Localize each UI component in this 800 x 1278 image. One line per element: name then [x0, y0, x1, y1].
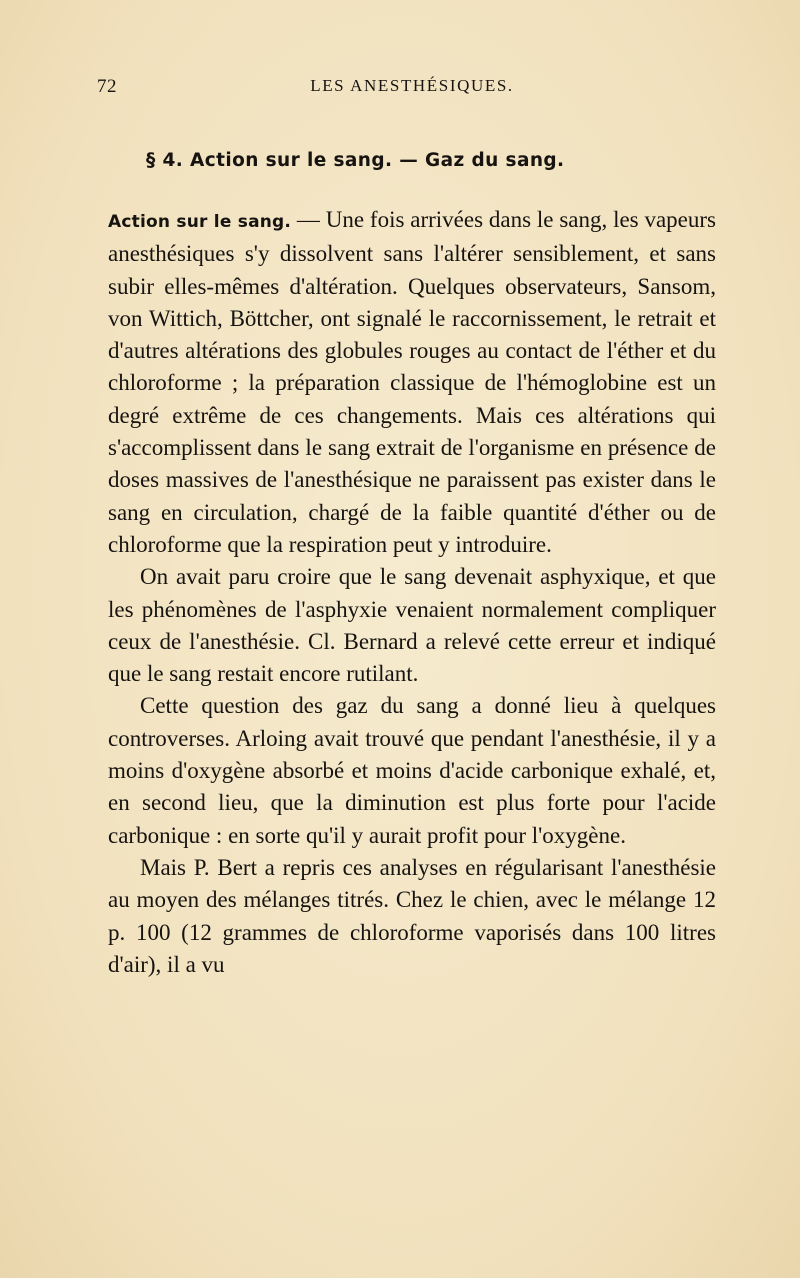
paragraph-text: — Une fois arrivées dans le sang, les vapeurs anesthésiques s'y dissolvent sans l'altérer sensiblement, et sans subir elles-mêmes d'altération. Quelques observateurs, Sansom, von Wittich, Böttcher, ont signalé le raccornissement, le retrait et d'autres altérations des globules rouges au contact de l'éther et du chloroforme ; la préparation classique de l'hémoglobine est un degré extrême de ces changements. Mais ces altérations qui s'accomplissent dans le sang extrait de l'organisme en présence de doses massives de l'anesthésique ne paraissent pas exister dans le sang en circulation, chargé de la faible quantité d'éther ou de chloroforme que la respiration peut y introduire. [108, 207, 716, 557]
section-heading: § 4. Action sur le sang. — Gaz du sang. [146, 150, 565, 171]
run-in-heading: Action sur le sang. [108, 212, 292, 232]
page-number: 72 [97, 76, 117, 97]
body-text [108, 204, 716, 981]
running-head [97, 76, 707, 102]
paragraph [108, 204, 716, 561]
running-title: LES ANESTHÉSIQUES. [310, 76, 514, 95]
paragraph: Mais P. Bert a repris ces analyses en régularisant l'anesthésie au moyen des mélanges titrés. Chez le chien, avec le mélange 12 p. 100 (12 grammes de chloroforme vaporisés dans 100 litres d'air), il a vu [108, 854, 716, 977]
paragraph: On avait paru croire que le sang devenait asphyxique, et que les phénomènes de l'asphyxie venaient normalement compliquer ceux de l'anesthésie. Cl. Bernard a relevé cette erreur et indiqué que le sang restait encore rutilant. [108, 564, 716, 687]
paragraph: Cette question des gaz du sang a donné lieu à quelques controverses. Arloing avait trouvé que pendant l'anesthésie, il y a moins d'oxygène absorbé et moins d'acide carbonique exhalé, et, en second lieu, que la diminution est plus forte pour l'acide carbonique : en sorte qu'il y aurait profit pour l'oxygène. [108, 693, 716, 848]
